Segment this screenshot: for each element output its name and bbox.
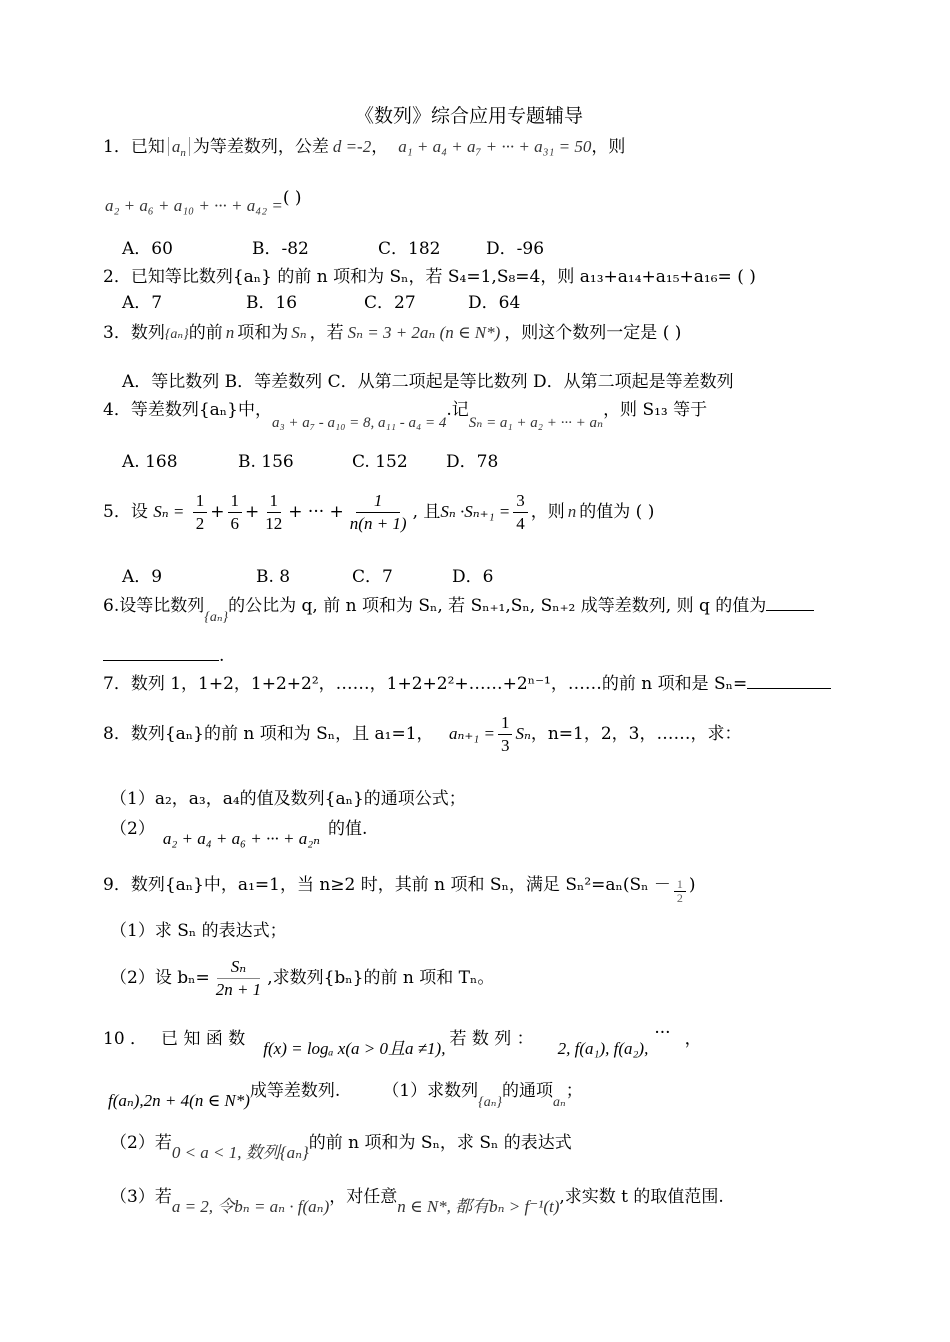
q10-part-2-label: （2）若 <box>110 1133 172 1153</box>
question-9-stem <box>103 872 696 905</box>
q5-option-a: A．9 <box>122 567 163 587</box>
q10-part-3-expr-2: n ∈ N*, 都有bₙ > f⁻¹(t) <box>397 1197 560 1216</box>
q1-number: 1． <box>103 137 131 157</box>
q8-part-2-expr: a₂ + a₄ + a₆ + ··· + a₂ₙ <box>162 829 320 848</box>
q10-number: 10 ． <box>103 1029 148 1049</box>
q8-rhs: Sₙ <box>515 724 531 743</box>
q5-text-2: ，则 <box>530 502 565 522</box>
q6-answer-blank[interactable] <box>766 610 814 611</box>
q4-expr: a₃ + a₇ ‑ a₁₀ = 8, a₁₁ ‑ a₄ = 4 <box>271 415 447 431</box>
q4-number: 4． <box>103 400 131 420</box>
question-9-part-2 <box>110 954 494 1002</box>
q4-option-d: D．78 <box>446 452 499 472</box>
q2-option-b: B．16 <box>246 293 298 313</box>
q8-text-2: ，n=1，2，3，……，求： <box>530 724 742 744</box>
q1-sum-expr: a₁ + a₄ + a₇ + ··· + a₃₁ = 50 <box>398 137 592 156</box>
q5-frac-1: $\frac{1}{2}$ <box>193 490 208 535</box>
q5-frac-4: $\frac{1}{n(n + 1)}$ <box>349 491 407 533</box>
q6-tail: . <box>219 646 225 666</box>
question-10-stem <box>103 1023 702 1058</box>
q5-option-c: C．7 <box>352 567 393 587</box>
q3-text: 数列 <box>130 323 165 343</box>
q10-semicolon: ； <box>565 1081 583 1101</box>
question-1-options <box>122 238 544 260</box>
q6-text-2: 的公比为 q, 前 n 项和为 Sₙ, 若 Sₙ₊₁,Sₙ, Sₙ₊₂ 成等差数列, 则 q 的值为 <box>228 596 767 616</box>
q2-option-c: C．27 <box>364 293 416 313</box>
q10-an: aₙ <box>553 1095 566 1110</box>
q6-answer-blank-2[interactable] <box>103 660 219 661</box>
q10-part-3-expr: a = 2, 令bₙ = aₙ · f(aₙ) <box>171 1197 330 1216</box>
q1-option-c: C．182 <box>378 239 441 259</box>
question-8-stem <box>103 710 741 758</box>
question-9-part-1: （1）求 Sₙ 的表达式； <box>110 921 287 941</box>
question-3-stem <box>103 322 681 346</box>
question-4-options <box>122 451 498 473</box>
q5-sn: Sₙ = <box>153 502 185 521</box>
q10-text-2: 若 数 列 ： <box>449 1029 534 1049</box>
q1-comma: ， <box>371 137 389 157</box>
q3-n: n <box>225 323 235 342</box>
q1-option-a: A．60 <box>122 239 173 259</box>
question-2-stem: 2．已知等比数列{aₙ} 的前 n 项和为 Sₙ，若 S₄=1,S₈=4，则 a₁₃+a₁₄+a₁₅+a₁₆= ( ) <box>103 267 756 287</box>
q10-part-1-label: （1）求数列 <box>382 1081 479 1101</box>
q8-part-2-label: （2） <box>110 819 155 839</box>
q3-text-5: ，则这个数列一定是 ( ) <box>504 323 682 343</box>
question-4-stem <box>103 399 708 431</box>
q10-text-3: 成等差数列. <box>249 1081 341 1101</box>
question-8-part-1: （1）a₂，a₃，a₄的值及数列{aₙ}的通项公式； <box>110 789 466 809</box>
q5-dots: + ··· + <box>288 502 344 522</box>
page-title: 《数列》综合应用专题辅导 <box>355 105 584 127</box>
q6-seq: {aₙ} <box>204 610 229 625</box>
q1-d-expr: d =‑2 <box>332 137 372 156</box>
q6-text: 设等比数列 <box>119 596 205 616</box>
q9-frac: $\frac{1}{2}$ <box>674 878 686 905</box>
q10-part-3-text: ，对任意 <box>329 1187 398 1207</box>
question-7-stem <box>103 673 831 695</box>
q7-text: 7．数列 1，1+2，1+2+2²，……，1+2+2²+……+2ⁿ⁻¹，……的前 n 项和是 Sₙ= <box>103 674 748 694</box>
q5-number: 5． <box>103 502 131 522</box>
q1-text-3: ，则 <box>591 137 626 157</box>
question-3-options: A．等比数列 B．等差数列 C．从第二项起是等比数列 D．从第二项起是等差数列 <box>122 372 734 392</box>
q8-lhs: aₙ₊₁ = <box>448 724 495 743</box>
q9-part-2-text: ,求数列{bₙ}的前 n 项和 Tₙ。 <box>267 968 495 988</box>
q10-part-3-label: （3）若 <box>110 1187 172 1207</box>
q1-seq: $a_n$ <box>168 137 190 156</box>
q10-part-1-text: 的通项 <box>502 1081 554 1101</box>
q10-dots: ··· <box>654 1023 671 1043</box>
question-10-part-3 <box>110 1186 724 1216</box>
q9-frac-2: $\frac{\text{Sₙ}}{2n + 1}$ <box>215 957 262 999</box>
q1-expr-2: a₂ + a₆ + a₁₀ + ··· + a₄₂ = <box>105 196 283 215</box>
q1-option-b: B．‑82 <box>252 239 309 259</box>
q5-option-d: D．6 <box>452 567 494 587</box>
q4-text-2: .记 <box>446 400 469 420</box>
q5-and: , 且 <box>412 502 441 522</box>
q3-number: 3． <box>103 323 131 343</box>
q5-frac-3: $\frac{1}{12}$ <box>265 491 283 533</box>
q4-option-c: C. 152 <box>352 452 408 472</box>
q1-paren: ( ) <box>282 188 302 208</box>
q8-frac: $\frac{1}{3}$ <box>498 712 513 757</box>
q2-option-d: D．64 <box>468 293 521 313</box>
q1-text: 已知 <box>130 137 165 157</box>
q2-option-a: A．7 <box>122 293 163 313</box>
q1-option-d: D．‑96 <box>486 239 545 259</box>
q4-text-3: ，则 S₁₃ 等于 <box>603 400 708 420</box>
q5-option-b: B. 8 <box>256 567 291 587</box>
q10-text: 已 知 函 数 <box>161 1029 246 1049</box>
question-8-part-2 <box>110 818 368 848</box>
q10-line-2-expr: f(aₙ),2n + 4(n ∈ N*) <box>108 1091 250 1110</box>
q1-text-2: 为等差数列，公差 <box>192 137 329 157</box>
question-5-options <box>122 566 493 588</box>
question-10-part-2 <box>110 1132 572 1162</box>
q3-seq: {aₙ} <box>164 327 189 342</box>
q10-comma: ， <box>684 1029 702 1049</box>
q8-number: 8． <box>103 724 131 744</box>
q7-answer-blank[interactable] <box>747 688 831 689</box>
question-6-blank-line <box>103 645 224 667</box>
q3-text-2: 的前 <box>188 323 223 343</box>
q10-seq-an: {aₙ} <box>478 1095 503 1110</box>
q5-text-3: 的值为 ( ) <box>579 502 655 522</box>
q6-number: 6. <box>103 596 120 616</box>
q5-prod: Sₙ ·Sₙ₊₁ = <box>440 502 511 521</box>
q9-text: 9．数列{aₙ}中，a₁=1，当 n≥2 时，其前 n 项和 Sₙ，满足 Sₙ²=aₙ(Sₙ － <box>103 875 671 895</box>
question-1-expr <box>105 188 302 217</box>
q3-text-4: ，若 <box>309 323 344 343</box>
q9-part-2-label: （2）设 bₙ= <box>110 968 210 988</box>
question-10-line-2 <box>108 1080 583 1110</box>
q4-option-a: A. 168 <box>122 452 178 472</box>
q9-text-2: ) <box>688 875 696 895</box>
q5-frac-5: $\frac{3}{4}$ <box>513 490 528 535</box>
q5-n: n <box>567 502 577 521</box>
q4-expr-2: Sₙ = a₁ + a₂ + ··· + aₙ <box>468 415 604 431</box>
question-2-options <box>122 292 520 314</box>
q10-part-3-text-2: ,求实数 t 的取值范围. <box>559 1187 724 1207</box>
q8-text: 数列{aₙ}的前 n 项和为 Sₙ，且 a₁=1， <box>130 724 434 744</box>
q5-frac-2: $\frac{1}{6}$ <box>228 490 243 535</box>
question-5-stem: 5．设 Sₙ = $\frac{1}{2}$ + $\frac{1}{6}$ + $\frac{1}{12}$ + ··· + $\frac{1}{n(n + 1)}$ , 且Sₙ ·Sₙ₊₁ = $\frac{3}{4}$ ，则 n 的值为 ( ) <box>103 491 655 533</box>
q10-fx: f(x) = logₐ x(a > 0且a ≠1), <box>263 1039 446 1058</box>
q4-option-b: B. 156 <box>238 452 294 472</box>
q10-seq: 2, f(a₁), f(a₂), <box>557 1039 649 1058</box>
q3-expr: Sₙ = 3 + 2aₙ (n ∈ N*) <box>347 323 501 342</box>
q10-part-2-expr: 0 < a < 1, 数列{aₙ} <box>171 1143 309 1162</box>
q3-sn: Sₙ <box>291 323 307 342</box>
q5-text: 设 <box>130 502 148 522</box>
q10-part-2-text: 的前 n 项和为 Sₙ，求 Sₙ 的表达式 <box>308 1133 572 1153</box>
q4-text: 等差数列{aₙ}中， <box>130 400 272 420</box>
question-6-stem <box>103 595 814 625</box>
q8-part-2-text: 的值. <box>328 819 368 839</box>
q3-text-3: 项和为 <box>237 323 289 343</box>
question-1-stem <box>103 136 625 164</box>
